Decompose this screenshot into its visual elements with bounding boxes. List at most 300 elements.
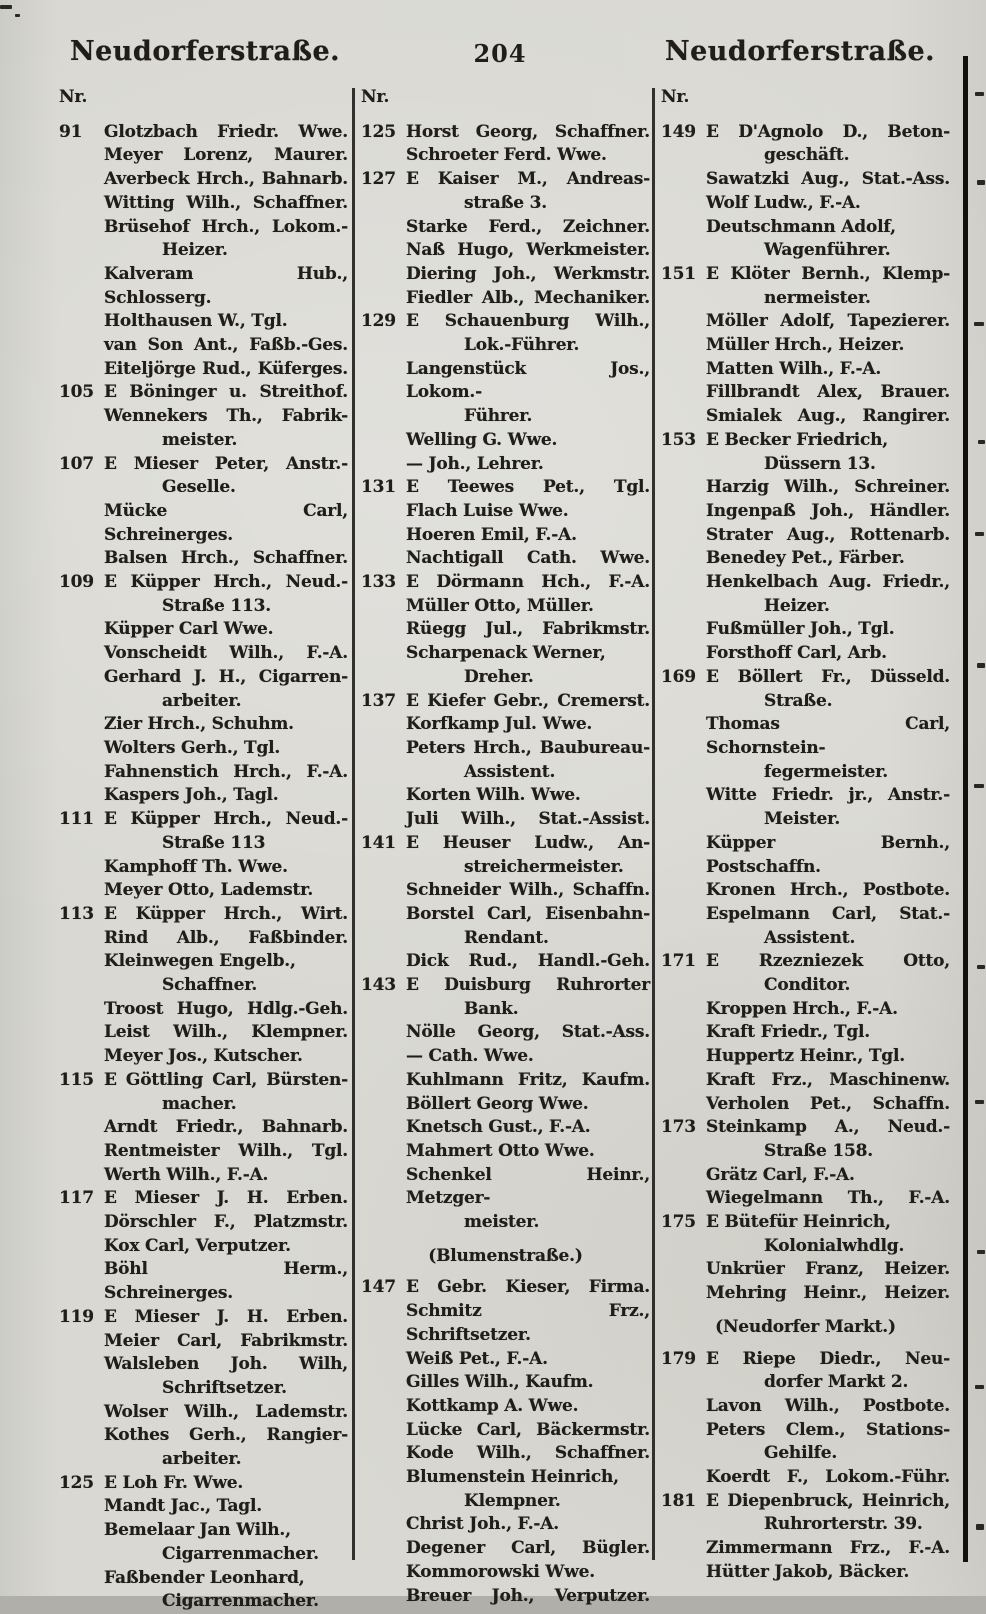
line-text: Meister. xyxy=(764,809,841,830)
line-text: Sawatzki Aug., Stat.-Ass. xyxy=(706,169,950,190)
house-number: 173 xyxy=(661,1117,696,1138)
line-text: Gerhard J. H., Cigarren- xyxy=(104,666,348,687)
resident-line xyxy=(59,927,348,951)
line-text: Witting Wilh., Schaffner. xyxy=(104,192,348,213)
resident-line xyxy=(59,1590,348,1614)
scan-artifact xyxy=(975,92,984,96)
line-text: meister. xyxy=(162,429,238,450)
line-text: E Gebr. Kieser, Firma. xyxy=(406,1277,650,1298)
house-number: 169 xyxy=(661,666,696,687)
line-text: Meyer Lorenz, Maurer. xyxy=(104,145,348,166)
line-text: Meier Carl, Fabrikmstr. xyxy=(104,1330,348,1351)
house-number: 129 xyxy=(361,311,396,332)
resident-line xyxy=(661,1187,950,1211)
house-number: 131 xyxy=(361,477,396,498)
resident-line xyxy=(361,737,650,761)
resident-line xyxy=(59,784,348,808)
line-text: Korten Wilh. Wwe. xyxy=(406,785,581,806)
line-text: Rind Alb., Faßbinder. xyxy=(104,927,348,948)
line-text: Grätz Carl, F.-A. xyxy=(706,1164,855,1185)
line-text: E Teewes Pet., Tgl. xyxy=(406,477,650,498)
line-text: Flach Luise Wwe. xyxy=(406,500,569,521)
line-text: Kottkamp A. Wwe. xyxy=(406,1395,579,1416)
house-number: 105 xyxy=(59,382,94,403)
line-text: Huppertz Heinr., Tgl. xyxy=(706,1046,905,1067)
resident-line xyxy=(661,1561,950,1585)
entry-line xyxy=(59,903,348,927)
line-text: Böhl Herm., Schreinerges. xyxy=(104,1259,348,1304)
line-text: Langenstück Jos., Lokom.- xyxy=(406,358,650,403)
resident-line xyxy=(59,1519,348,1543)
line-text: Meyer Otto, Lademstr. xyxy=(104,880,314,901)
resident-line xyxy=(59,1164,348,1188)
entry-line xyxy=(661,121,950,145)
line-text: (Neudorfer Markt.) xyxy=(715,1316,896,1337)
resident-line xyxy=(59,1401,348,1425)
resident-line xyxy=(59,1353,348,1377)
line-text: Schriftsetzer. xyxy=(162,1377,287,1398)
resident-line xyxy=(361,1211,650,1235)
resident-line xyxy=(361,1419,650,1443)
resident-line xyxy=(361,618,650,642)
scan-artifact xyxy=(977,1250,985,1254)
line-text: E D'Agnolo D., Beton- xyxy=(706,121,950,142)
line-text: Kleinwegen Engelb., xyxy=(104,951,296,972)
house-number: 109 xyxy=(59,572,94,593)
line-text: Lok.-Führer. xyxy=(464,335,580,356)
line-text: Deutschmann Adolf, xyxy=(706,216,896,237)
line-text: Straße 113. xyxy=(162,595,271,616)
line-text: Wolf Ludw., F.-A. xyxy=(706,192,861,213)
house-number: 149 xyxy=(661,121,696,142)
line-text: Unkrüer Franz, Heizer. xyxy=(706,1259,950,1280)
resident-line xyxy=(661,287,950,311)
line-text: Zimmermann Frz., F.-A. xyxy=(706,1538,950,1559)
line-text: nermeister. xyxy=(764,287,871,308)
resident-line xyxy=(59,216,348,240)
line-text: Geselle. xyxy=(162,477,236,498)
line-text: Kraft Friedr., Tgl. xyxy=(706,1022,870,1043)
resident-line xyxy=(361,287,650,311)
house-number: 111 xyxy=(59,809,94,830)
line-text: E Duisburg Ruhrorter xyxy=(406,975,650,996)
line-text: Schenkel Heinr., Metzger- xyxy=(406,1164,650,1209)
resident-line xyxy=(59,832,348,856)
line-text: Schaffner. xyxy=(162,975,258,996)
resident-line xyxy=(661,1258,950,1282)
resident-line xyxy=(661,524,950,548)
line-text: Kamphoff Th. Wwe. xyxy=(104,856,288,877)
line-text: E Böllert Fr., Düsseld. xyxy=(706,666,950,687)
resident-line xyxy=(661,476,950,500)
resident-line xyxy=(661,192,950,216)
scan-artifact xyxy=(0,5,12,9)
line-text: Cigarrenmacher. xyxy=(162,1543,319,1564)
line-text: Hoeren Emil, F.-A. xyxy=(406,524,577,545)
line-text: Kothes Gerh., Rangier- xyxy=(104,1425,348,1446)
line-text: Leist Wilh., Klempner. xyxy=(104,1022,348,1043)
resident-line xyxy=(59,1116,348,1140)
line-text: Dreher. xyxy=(464,666,534,687)
house-number: 153 xyxy=(661,429,696,450)
line-text: Küpper Bernh., Postschaffn. xyxy=(706,832,950,877)
line-text: Kronen Hrch., Postbote. xyxy=(706,880,950,901)
line-text: Arndt Friedr., Bahnarb. xyxy=(104,1117,348,1138)
line-text: Brüsehof Hrch., Lokom.- xyxy=(104,216,348,237)
resident-line xyxy=(661,903,950,927)
column-number-label: Nr. xyxy=(661,87,690,107)
resident-line xyxy=(361,429,650,453)
line-text: Espelmann Carl, Stat.- xyxy=(706,903,950,924)
line-text: E Rzezniezek Otto, xyxy=(706,951,950,972)
house-number: 119 xyxy=(59,1306,94,1327)
line-text: E Loh Fr. Wwe. xyxy=(104,1472,244,1493)
resident-line xyxy=(59,950,348,974)
resident-line xyxy=(661,595,950,619)
resident-line xyxy=(661,1419,950,1443)
house-number: 91 xyxy=(59,121,83,142)
scan-artifact xyxy=(978,440,985,444)
line-text: Kaspers Joh., Tagl. xyxy=(104,785,279,806)
line-text: Bemelaar Jan Wilh., xyxy=(104,1520,291,1541)
resident-line xyxy=(59,1330,348,1354)
line-text: E Klöter Bernh., Klemp- xyxy=(706,263,950,284)
resident-line xyxy=(59,1021,348,1045)
directory-column-middle xyxy=(361,86,650,1608)
line-text: Schroeter Ferd. Wwe. xyxy=(406,145,607,166)
line-text: Starke Ferd., Zeichner. xyxy=(406,216,650,237)
line-text: Ingenpaß Joh., Händler. xyxy=(706,500,950,521)
resident-line xyxy=(59,500,348,547)
entry-line xyxy=(361,121,650,145)
line-text: Kolonialwhdlg. xyxy=(764,1235,905,1256)
resident-line xyxy=(361,1021,650,1045)
resident-line xyxy=(361,879,650,903)
resident-line xyxy=(59,1424,348,1448)
entry-line xyxy=(661,1490,950,1514)
scan-artifact xyxy=(974,784,984,788)
line-text: Schneider Wilh., Schaffn. xyxy=(406,880,650,901)
entry-line xyxy=(661,1211,950,1235)
entry-line xyxy=(661,1116,950,1140)
entry-line xyxy=(59,571,348,595)
column-number-label: Nr. xyxy=(361,87,390,107)
resident-line xyxy=(661,1140,950,1164)
resident-line xyxy=(59,856,348,880)
resident-line xyxy=(59,310,348,334)
line-text: Lücke Carl, Bäckermstr. xyxy=(406,1419,650,1440)
scan-artifact xyxy=(975,1100,984,1104)
resident-line xyxy=(361,144,650,168)
scan-artifact xyxy=(974,322,984,326)
line-text: Kox Carl, Verputzer. xyxy=(104,1235,291,1256)
line-text: Breuer Joh., Verputzer. xyxy=(406,1585,650,1606)
house-number: 107 xyxy=(59,453,94,474)
line-text: Werth Wilh., F.-A. xyxy=(104,1164,269,1185)
resident-line xyxy=(59,1045,348,1069)
page-number: 204 xyxy=(473,39,527,68)
resident-line xyxy=(59,713,348,737)
street-header-left: Neudorferstraße. xyxy=(69,36,341,67)
line-text: Zier Hrch., Schuhm. xyxy=(104,714,294,735)
resident-line xyxy=(361,524,650,548)
scan-artifact xyxy=(977,965,985,969)
entry-line xyxy=(59,1306,348,1330)
resident-line xyxy=(361,642,650,666)
resident-line xyxy=(59,547,348,571)
line-text: Wagenführer. xyxy=(764,240,891,261)
line-text: macher. xyxy=(162,1093,237,1114)
scan-artifact xyxy=(975,532,984,536)
house-number: 181 xyxy=(661,1490,696,1511)
resident-line xyxy=(661,405,950,429)
resident-line xyxy=(59,405,348,429)
line-text: arbeiter. xyxy=(162,1449,242,1470)
scan-artifact xyxy=(15,14,20,17)
line-text: Matten Wilh., F.-A. xyxy=(706,358,882,379)
line-text: Welling G. Wwe. xyxy=(406,429,558,450)
resident-line xyxy=(661,808,950,832)
line-text: Peters Clem., Stations- xyxy=(706,1419,950,1440)
resident-line xyxy=(59,1258,348,1305)
scan-artifact xyxy=(977,663,985,668)
resident-line xyxy=(661,168,950,192)
line-text: Bank. xyxy=(464,998,519,1019)
line-text: Ruhrorterstr. 39. xyxy=(764,1514,923,1535)
line-text: E Dörmann Hch., F.-A. xyxy=(406,572,650,593)
resident-line xyxy=(661,761,950,785)
resident-line xyxy=(661,879,950,903)
resident-line xyxy=(661,832,950,879)
line-text: Peters Hrch., Baubureau- xyxy=(406,737,650,758)
resident-line xyxy=(361,1116,650,1140)
house-number: 151 xyxy=(661,263,696,284)
resident-line xyxy=(59,1093,348,1117)
resident-line xyxy=(361,808,650,832)
resident-line xyxy=(361,216,650,240)
line-text: Juli Wilh., Stat.-Assist. xyxy=(406,809,650,830)
line-text: dorfer Markt 2. xyxy=(764,1372,909,1393)
resident-line xyxy=(59,334,348,358)
resident-line xyxy=(661,998,950,1022)
resident-line xyxy=(59,974,348,998)
resident-line xyxy=(59,1495,348,1519)
resident-line xyxy=(661,1442,950,1466)
line-text: Schmitz Frz., Schriftsetzer. xyxy=(406,1301,650,1345)
entry-line xyxy=(661,429,950,453)
resident-line xyxy=(661,1164,950,1188)
line-text: Straße 113 xyxy=(162,832,266,853)
house-number: 147 xyxy=(361,1277,396,1298)
line-text: E Heuser Ludw., An- xyxy=(406,832,650,853)
line-text: Wiegelmann Th., F.-A. xyxy=(706,1188,950,1209)
resident-line xyxy=(361,1371,650,1395)
line-text: E Küpper Hrch., Neud.- xyxy=(104,572,348,593)
line-text: Glotzbach Friedr. Wwe. xyxy=(104,121,348,142)
resident-line xyxy=(361,1466,650,1490)
line-text: Mehring Heinr., Heizer. xyxy=(706,1283,950,1304)
resident-line xyxy=(59,144,348,168)
line-text: Steinkamp A., Neud.- xyxy=(706,1117,950,1138)
line-text: Müller Hrch., Heizer. xyxy=(706,335,905,356)
street-header-right: Neudorferstraße. xyxy=(664,36,936,67)
resident-line xyxy=(361,1561,650,1585)
line-text: Benedey Pet., Färber. xyxy=(706,548,905,569)
resident-line xyxy=(361,761,650,785)
line-text: van Son Ant., Faßb.-Ges. xyxy=(104,335,348,356)
entry-line xyxy=(661,1348,950,1372)
resident-line xyxy=(661,216,950,240)
resident-line xyxy=(361,1442,650,1466)
resident-line xyxy=(661,642,950,666)
column-number-label: Nr. xyxy=(59,87,88,107)
resident-line xyxy=(661,784,950,808)
line-text: Eiteljörge Rud., Küferges. xyxy=(104,358,348,379)
line-text: Kuhlmann Fritz, Kaufm. xyxy=(406,1069,650,1090)
entry-line xyxy=(361,832,650,856)
house-number: 117 xyxy=(59,1188,94,1209)
resident-line xyxy=(361,927,650,951)
resident-line xyxy=(361,1395,650,1419)
resident-line xyxy=(59,168,348,192)
resident-line xyxy=(661,1282,950,1306)
resident-line xyxy=(661,974,950,998)
resident-line xyxy=(361,1348,650,1372)
line-text: Fillbrandt Alex, Brauer. xyxy=(706,382,950,403)
resident-line xyxy=(361,903,650,927)
line-text: Mücke Carl, Schreinerges. xyxy=(104,500,348,545)
house-number: 115 xyxy=(59,1069,94,1090)
house-number: 125 xyxy=(361,121,396,142)
line-text: Straße 158. xyxy=(764,1140,873,1161)
resident-line xyxy=(661,547,950,571)
house-number: 127 xyxy=(361,169,396,190)
line-text: Kraft Frz., Maschinenw. xyxy=(706,1069,950,1090)
line-text: Nölle Georg, Stat.-Ass. xyxy=(406,1022,650,1043)
line-text: meister. xyxy=(464,1212,540,1233)
resident-line xyxy=(361,358,650,405)
resident-line xyxy=(59,1567,348,1591)
line-text: Böllert Georg Wwe. xyxy=(406,1093,589,1114)
scan-artifact xyxy=(975,1385,984,1389)
resident-line xyxy=(661,1021,950,1045)
line-text: Rüegg Jul., Fabrikmstr. xyxy=(406,619,650,640)
line-text: Dörschler F., Platzmstr. xyxy=(104,1212,348,1233)
line-text: (Blumenstraße.) xyxy=(428,1245,583,1266)
entry-line xyxy=(59,381,348,405)
line-text: Mahmert Otto Wwe. xyxy=(406,1140,595,1161)
line-text: Christ Joh., F.-A. xyxy=(406,1514,559,1535)
line-text: E Küpper Hrch., Wirt. xyxy=(104,903,348,924)
house-number: 141 xyxy=(361,832,396,853)
house-number: 171 xyxy=(661,951,696,972)
resident-line xyxy=(661,453,950,477)
entry-line xyxy=(59,121,348,145)
line-text: Harzig Wilh., Schreiner. xyxy=(706,477,950,498)
resident-line xyxy=(361,950,650,974)
resident-line xyxy=(59,1448,348,1472)
resident-line xyxy=(361,547,650,571)
resident-line xyxy=(361,1045,650,1069)
resident-line xyxy=(661,1069,950,1093)
line-text: E Becker Friedrich, xyxy=(706,429,889,450)
resident-line xyxy=(661,713,950,760)
resident-line xyxy=(361,1069,650,1093)
resident-line xyxy=(661,358,950,382)
line-text: Heizer. xyxy=(764,595,830,616)
resident-line xyxy=(361,405,650,429)
line-text: E Mieser Peter, Anstr.- xyxy=(104,453,348,474)
line-text: Kode Wilh., Schaffner. xyxy=(406,1443,650,1464)
resident-line xyxy=(59,1543,348,1567)
line-text: E Riepe Diedr., Neu- xyxy=(706,1348,950,1369)
resident-line xyxy=(361,1164,650,1211)
line-text: Horst Georg, Schaffner. xyxy=(406,121,650,142)
line-text: Degener Carl, Bügler. xyxy=(406,1538,650,1559)
entry-line xyxy=(361,476,650,500)
scan-artifact xyxy=(977,180,985,185)
line-text: Naß Hugo, Werkmeister. xyxy=(406,240,650,261)
resident-line xyxy=(361,1490,650,1514)
line-text: E Mieser J. H. Erben. xyxy=(104,1306,348,1327)
entry-line xyxy=(361,690,650,714)
resident-line xyxy=(361,1140,650,1164)
line-text: Gehilfe. xyxy=(764,1443,838,1464)
line-text: Knetsch Gust., F.-A. xyxy=(406,1117,591,1138)
line-text: Thomas Carl, Schornstein- xyxy=(706,714,950,758)
line-text: streichermeister. xyxy=(464,856,624,877)
line-text: Scharpenack Werner, xyxy=(406,643,606,664)
line-text: E Mieser J. H. Erben. xyxy=(104,1188,348,1209)
resident-line xyxy=(361,998,650,1022)
house-number: 125 xyxy=(59,1472,94,1493)
entry-line xyxy=(661,950,950,974)
line-text: E Kaiser M., Andreas- xyxy=(406,169,650,190)
line-text: Wolser Wilh., Lademstr. xyxy=(104,1401,348,1422)
resident-line xyxy=(361,334,650,358)
line-text: Korfkamp Jul. Wwe. xyxy=(406,714,593,735)
page-binding-edge xyxy=(963,56,968,1562)
line-text: Fußmüller Joh., Tgl. xyxy=(706,619,895,640)
entry-line xyxy=(361,310,650,334)
line-text: Balsen Hrch., Schaffner. xyxy=(104,548,348,569)
line-text: Lavon Wilh., Postbote. xyxy=(706,1395,950,1416)
column-divider-rule xyxy=(352,88,355,1560)
resident-line xyxy=(59,1140,348,1164)
resident-line xyxy=(361,1300,650,1347)
line-text: Straße. xyxy=(764,690,833,711)
resident-line xyxy=(661,690,950,714)
resident-line xyxy=(661,310,950,334)
resident-line xyxy=(361,1585,650,1609)
entry-line xyxy=(59,1069,348,1093)
line-text: Kroppen Hrch., F.-A. xyxy=(706,998,898,1019)
line-text: Rendant. xyxy=(464,927,549,948)
line-text: Klempner. xyxy=(464,1490,561,1511)
line-text: Wennekers Th., Fabrik- xyxy=(104,406,348,427)
resident-line xyxy=(661,1466,950,1490)
resident-line xyxy=(661,1537,950,1561)
running-head xyxy=(0,36,986,76)
line-text: Verholen Pet., Schaffn. xyxy=(706,1093,950,1114)
resident-line xyxy=(361,784,650,808)
line-text: Nachtigall Cath. Wwe. xyxy=(406,548,650,569)
entry-line xyxy=(661,263,950,287)
line-text: Blumenstein Heinrich, xyxy=(406,1467,619,1488)
entry-line xyxy=(59,453,348,477)
line-text: Weiß Pet., F.-A. xyxy=(406,1348,548,1369)
house-number: 133 xyxy=(361,572,396,593)
